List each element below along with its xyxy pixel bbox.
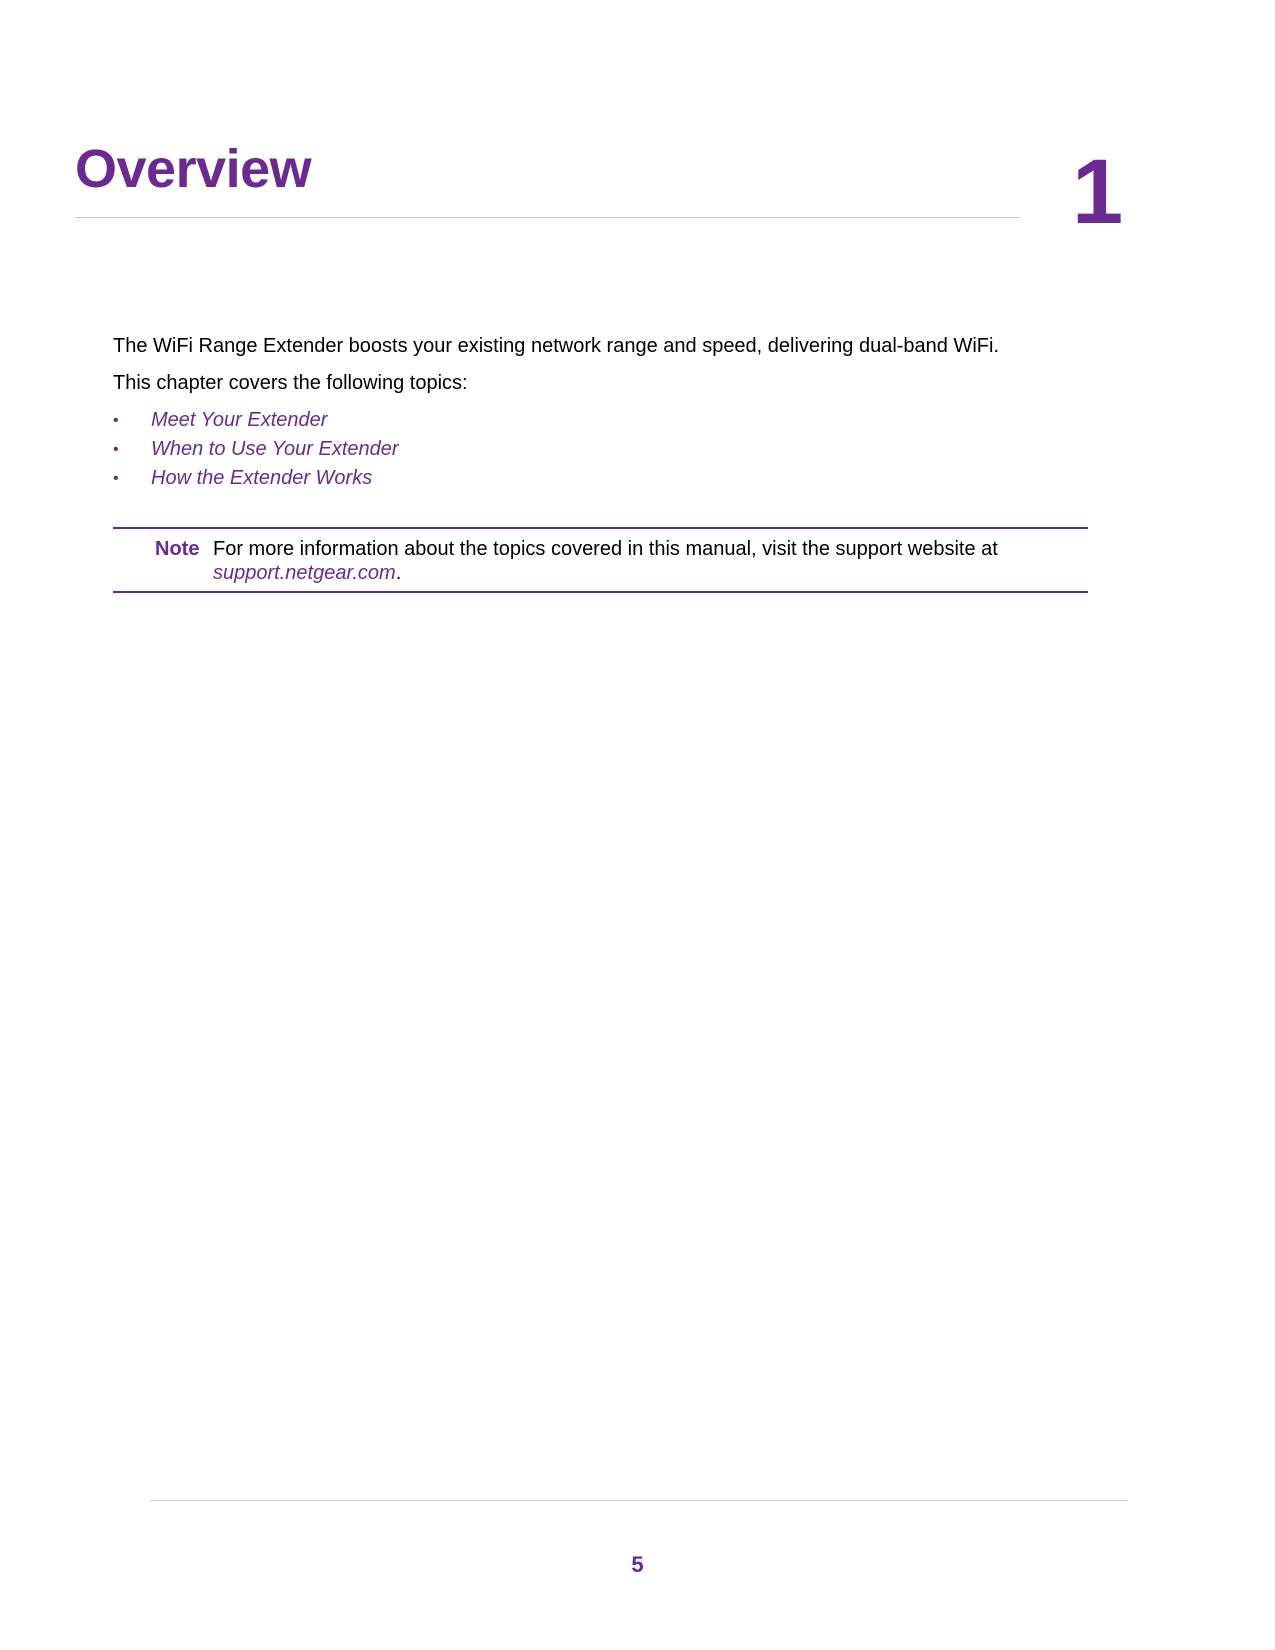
note-suffix: . (395, 562, 402, 584)
bullet-icon: • (113, 412, 119, 429)
note-label: Note (155, 538, 200, 560)
intro-paragraph: The WiFi Range Extender boosts your existing network range and speed, delivering dual-band WiFi. (113, 335, 1000, 357)
page-number: 5 (631, 1552, 644, 1577)
note-box (113, 527, 1088, 593)
chapter-number: 1 (1072, 141, 1124, 243)
note-body: For more information about the topics covered in this manual, visit the support website at (213, 538, 998, 560)
topic-link-when-to-use[interactable]: When to Use Your Extender (151, 438, 399, 460)
topic-link-meet-your-extender[interactable]: Meet Your Extender (151, 409, 328, 431)
topics-intro: This chapter covers the following topics: (113, 372, 468, 394)
support-website-link[interactable]: support.netgear.com (213, 562, 396, 584)
bullet-icon: • (113, 441, 119, 458)
note-text (213, 537, 1073, 585)
footer-divider (150, 1500, 1127, 1501)
bullet-icon: • (113, 470, 119, 487)
topic-link-how-it-works[interactable]: How the Extender Works (151, 467, 373, 489)
chapter-title: Overview (75, 139, 312, 199)
title-divider (75, 217, 1020, 218)
